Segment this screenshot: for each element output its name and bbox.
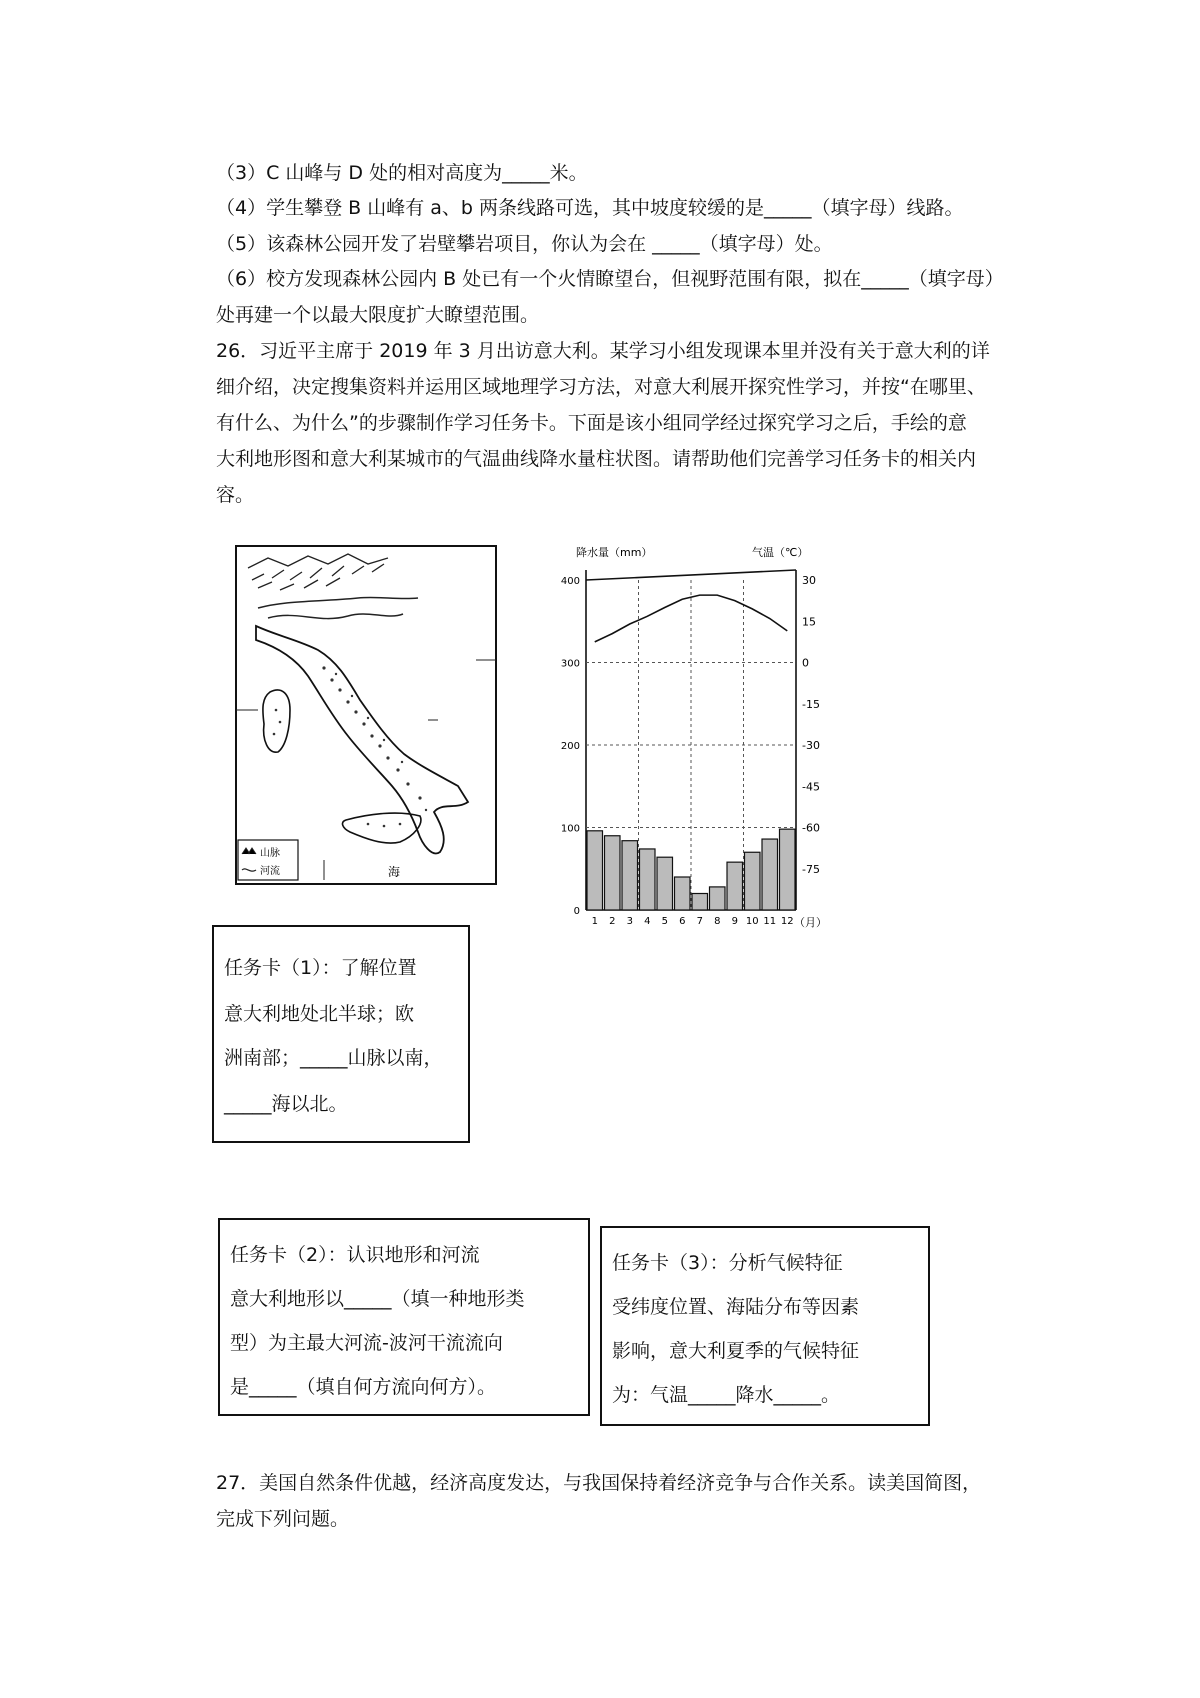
- map-frame: [236, 546, 496, 884]
- month-tick-6: 6: [679, 916, 686, 927]
- po-river: [268, 614, 403, 619]
- task-card-2-title: 任务卡（2）：认识地形和河流: [230, 1244, 480, 1266]
- month-tick-1: 1: [591, 916, 598, 927]
- top-border: [586, 570, 796, 580]
- task-card-3-title: 任务卡（3）：分析气候特征: [612, 1252, 843, 1274]
- task-card-2-line-3: 是_____（填自何方流向何方）。: [230, 1376, 497, 1398]
- precip-bar-7: [692, 894, 708, 911]
- task-card-2-line-2: 型）为主最大河流-波河干流流向: [230, 1332, 503, 1354]
- task-card-3: [600, 1226, 930, 1426]
- right-tick--15: -15: [802, 697, 820, 711]
- month-tick-3: 3: [626, 916, 633, 927]
- climate-chart: [536, 540, 836, 930]
- task-card-2: [218, 1218, 590, 1416]
- q25-line-3: （3）C 山峰与 D 处的相对高度为_____米。: [216, 162, 588, 184]
- precip-bar-6: [675, 877, 691, 910]
- q26-line-5: 容。: [216, 484, 255, 506]
- q26-line-4: 大利地形图和意大利某城市的气温曲线降水量柱状图。请帮助他们完善学习任务卡的相关内: [216, 448, 977, 470]
- q26-line-1: 26．习近平主席于 2019 年 3 月出访意大利。某学习小组发现课本里并没有关于意大利的详: [216, 340, 990, 362]
- italy-terrain-map: [228, 540, 508, 890]
- right-tick--30: -30: [802, 739, 820, 752]
- river-legend-icon: [242, 869, 256, 871]
- month-tick-11: 11: [763, 916, 777, 927]
- legend-mountain-label: 山脉: [260, 848, 280, 859]
- q25-line-6b: 处再建一个以最大限度扩大瞭望范围。: [216, 304, 540, 326]
- task-card-1-title: 任务卡（1）：了解位置: [224, 957, 417, 979]
- precip-axis-label: 降水量（mm）: [576, 546, 653, 559]
- sea-label: 海: [388, 865, 401, 879]
- q26-line-3: 有什么、为什么”的步骤制作学习任务卡。下面是该小组同学经过探究学习之后，手绘的意: [216, 412, 967, 434]
- temp-axis-label: 气温（℃）: [752, 546, 809, 559]
- task-card-1-line-3: _____海以北。: [224, 1093, 348, 1115]
- q27-line-2: 完成下列问题。: [216, 1508, 350, 1530]
- month-tick-4: 4: [644, 916, 651, 927]
- q25-line-5: （5）该森林公园开发了岩壁攀岩项目，你认为会在 _____（填字母）处。: [216, 233, 833, 255]
- task-card-3-line-1: 受纬度位置、海陆分布等因素: [612, 1296, 860, 1318]
- task-card-1-line-1: 意大利地处北半球；欧: [224, 1003, 415, 1025]
- sicily-island: [343, 813, 421, 843]
- precip-bar-9: [727, 862, 743, 910]
- sardinia-island: [263, 690, 290, 752]
- right-tick--60: -60: [802, 821, 820, 835]
- legend-river-label: 河流: [260, 866, 280, 877]
- q25-line-4: （4）学生攀登 B 山峰有 a、b 两条线路可选，其中坡度较缓的是_____（填字母）线路。: [216, 197, 964, 219]
- precip-bar-2: [605, 836, 621, 910]
- task-card-3-line-3: 为：气温_____降水_____。: [612, 1384, 841, 1406]
- precip-bar-4: [640, 849, 656, 910]
- month-tick-9: 9: [731, 916, 738, 927]
- month-tick-7: 7: [696, 916, 703, 927]
- month-tick-8: 8: [714, 916, 721, 927]
- precip-bar-3: [622, 841, 638, 910]
- task-card-3-line-2: 影响，意大利夏季的气候特征: [612, 1340, 860, 1362]
- precip-bar-10: [745, 852, 761, 910]
- left-tick-300: 300: [560, 658, 580, 670]
- right-tick-15: 15: [802, 615, 816, 629]
- left-tick-100: 100: [560, 823, 580, 835]
- precip-bar-12: [780, 829, 796, 910]
- italy-peninsula: [256, 626, 468, 853]
- precip-bar-11: [762, 839, 778, 910]
- month-tick-12: 12: [780, 916, 794, 927]
- month-axis-unit: （月）: [794, 916, 827, 929]
- month-tick-10: 10: [745, 916, 759, 927]
- q26-line-2: 细介绍，决定搜集资料并运用区域地理学习方法，对意大利展开探究性学习，并按“在哪里、: [216, 376, 986, 398]
- right-tick-30: 30: [802, 574, 816, 587]
- month-tick-5: 5: [661, 916, 668, 927]
- mountain-legend-icon: [242, 848, 256, 854]
- month-tick-2: 2: [609, 916, 616, 927]
- right-tick--45: -45: [802, 780, 820, 794]
- task-card-1: [212, 925, 470, 1143]
- apennines-mountain-range: [322, 666, 427, 811]
- task-card-1-line-2: 洲南部；_____山脉以南，: [224, 1047, 443, 1069]
- right-tick--75: -75: [802, 862, 820, 876]
- q27-line-1: 27．美国自然条件优越，经济高度发达，与我国保持着经济竞争与合作关系。读美国简图，: [216, 1472, 982, 1494]
- task-card-2-line-1: 意大利地形以_____（填一种地形类: [230, 1288, 525, 1310]
- alps-mountain-range: [248, 554, 388, 590]
- left-tick-400: 400: [560, 576, 580, 587]
- left-tick-200: 200: [560, 741, 580, 752]
- precip-bar-5: [657, 857, 673, 910]
- precip-bar-1: [587, 831, 603, 910]
- right-tick-0: 0: [802, 656, 809, 670]
- left-tick-0: 0: [573, 906, 580, 917]
- q25-line-6: （6）校方发现森林公园内 B 处已有一个火情瞭望台，但视野范围有限，拟在_____（填字母）: [216, 268, 1004, 290]
- precip-bar-8: [710, 887, 726, 910]
